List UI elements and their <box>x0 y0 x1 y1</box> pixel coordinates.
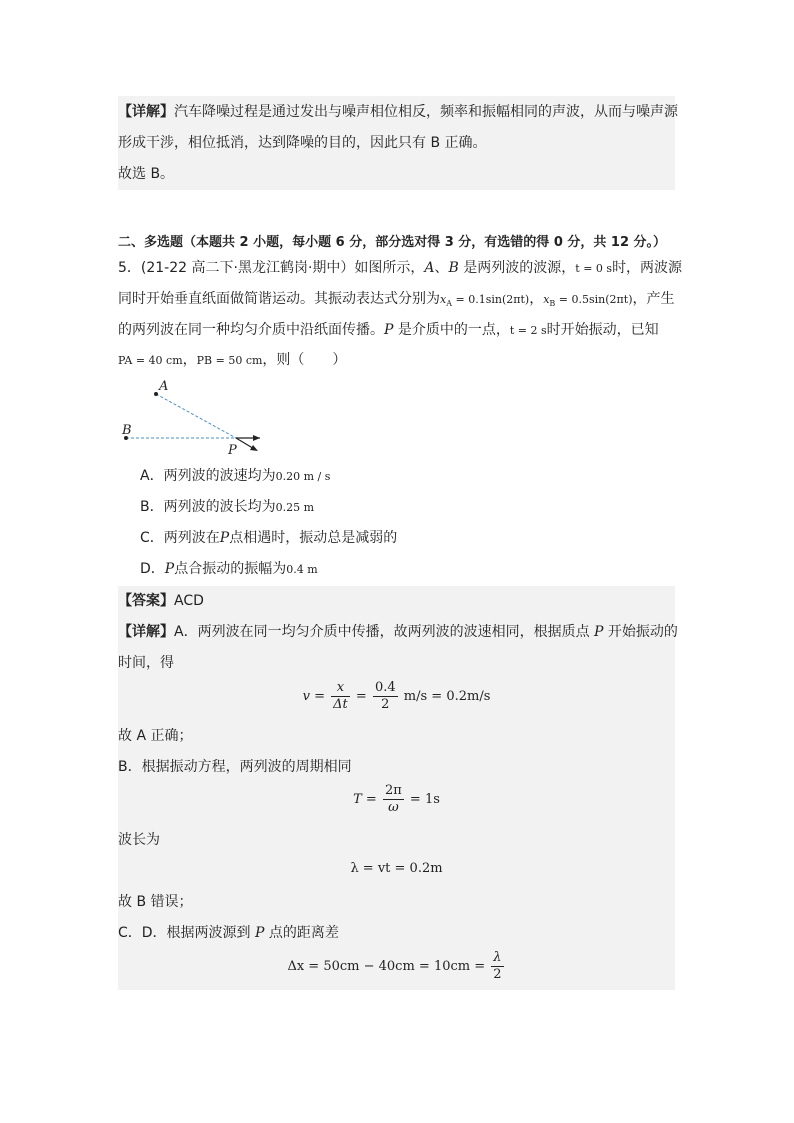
question-line: 5．(21-22 高二下·黑龙江鹤岗·期中）如图所示，A、B 是两列波的波源，t = 0 s时，两波源 <box>118 260 683 276</box>
wave-source-diagram <box>118 378 268 458</box>
detail-line: 故 A 正确； <box>118 728 193 744</box>
option-b: B．两列波的波长均为0.25 m <box>140 499 315 515</box>
label-p: P <box>228 443 237 458</box>
detail-line: 故 B 错误； <box>118 894 193 910</box>
formula-wavelength: λ = vt = 0.2m <box>350 861 443 876</box>
detail-line: B．根据振动方程，两列波的周期相同 <box>118 759 352 775</box>
detail-line: 波长为 <box>118 832 160 848</box>
option-d: D．P点合振动的振幅为0.4 m <box>140 561 318 577</box>
formula-period: T = $\frac{2\pi}{\omega}$ = 1s <box>353 783 440 815</box>
question-line: 的两列波在同一种均匀介质中沿纸面传播。P 是介质中的一点，t = 2 s时开始振动，已知 <box>118 322 659 338</box>
detail-line: 故选 B。 <box>118 166 175 182</box>
section-title: 二、多选题（本题共 2 小题，每小题 6 分，部分选对得 3 分，有选错的得 0 分，共 12 分。） <box>118 235 667 250</box>
question-line: PA = 40 cm，PB = 50 cm，则（ ） <box>118 352 347 368</box>
detail-label: 【详解】 <box>118 104 174 120</box>
label-a: A <box>159 379 169 394</box>
formula-velocity: v = $\frac{x}{\Delta t}$ = $\frac{0.4}{2}$ m/s = 0.2m/s <box>302 680 491 712</box>
answer-line: 【答案】ACD <box>118 593 204 609</box>
question-line: 同时开始垂直纸面做简谐运动。其振动表达式分别为$x_A = 0.1\sin(2\pi t)$，$x_B = 0.5\sin(2\pi t)$，产生 <box>118 291 675 309</box>
detail-line: 【详解】A．两列波在同一均匀介质中传播，故两列波的波速相同，根据质点 P 开始振动的 <box>118 624 678 640</box>
point-a <box>154 392 158 396</box>
option-c: C．两列波在P点相遇时，振动总是减弱的 <box>140 530 398 546</box>
label-b: B <box>122 423 132 438</box>
detail-line: 形成干涉，相位抵消，达到降噪的目的，因此只有 B 正确。 <box>118 135 487 151</box>
detail-line: 【详解】汽车降噪过程是通过发出与噪声相位相反，频率和振幅相同的声波，从而与噪声源 <box>118 104 678 120</box>
detail-line: C．D．根据两波源到 P 点的距离差 <box>118 925 339 941</box>
formula-path-difference: Δx = 50cm − 40cm = 10cm = $\frac{\lambda}{2}$ <box>287 950 502 982</box>
detail-line: 时间，得 <box>118 655 174 671</box>
option-a: A．两列波的波速均为0.20 m / s <box>140 468 331 484</box>
